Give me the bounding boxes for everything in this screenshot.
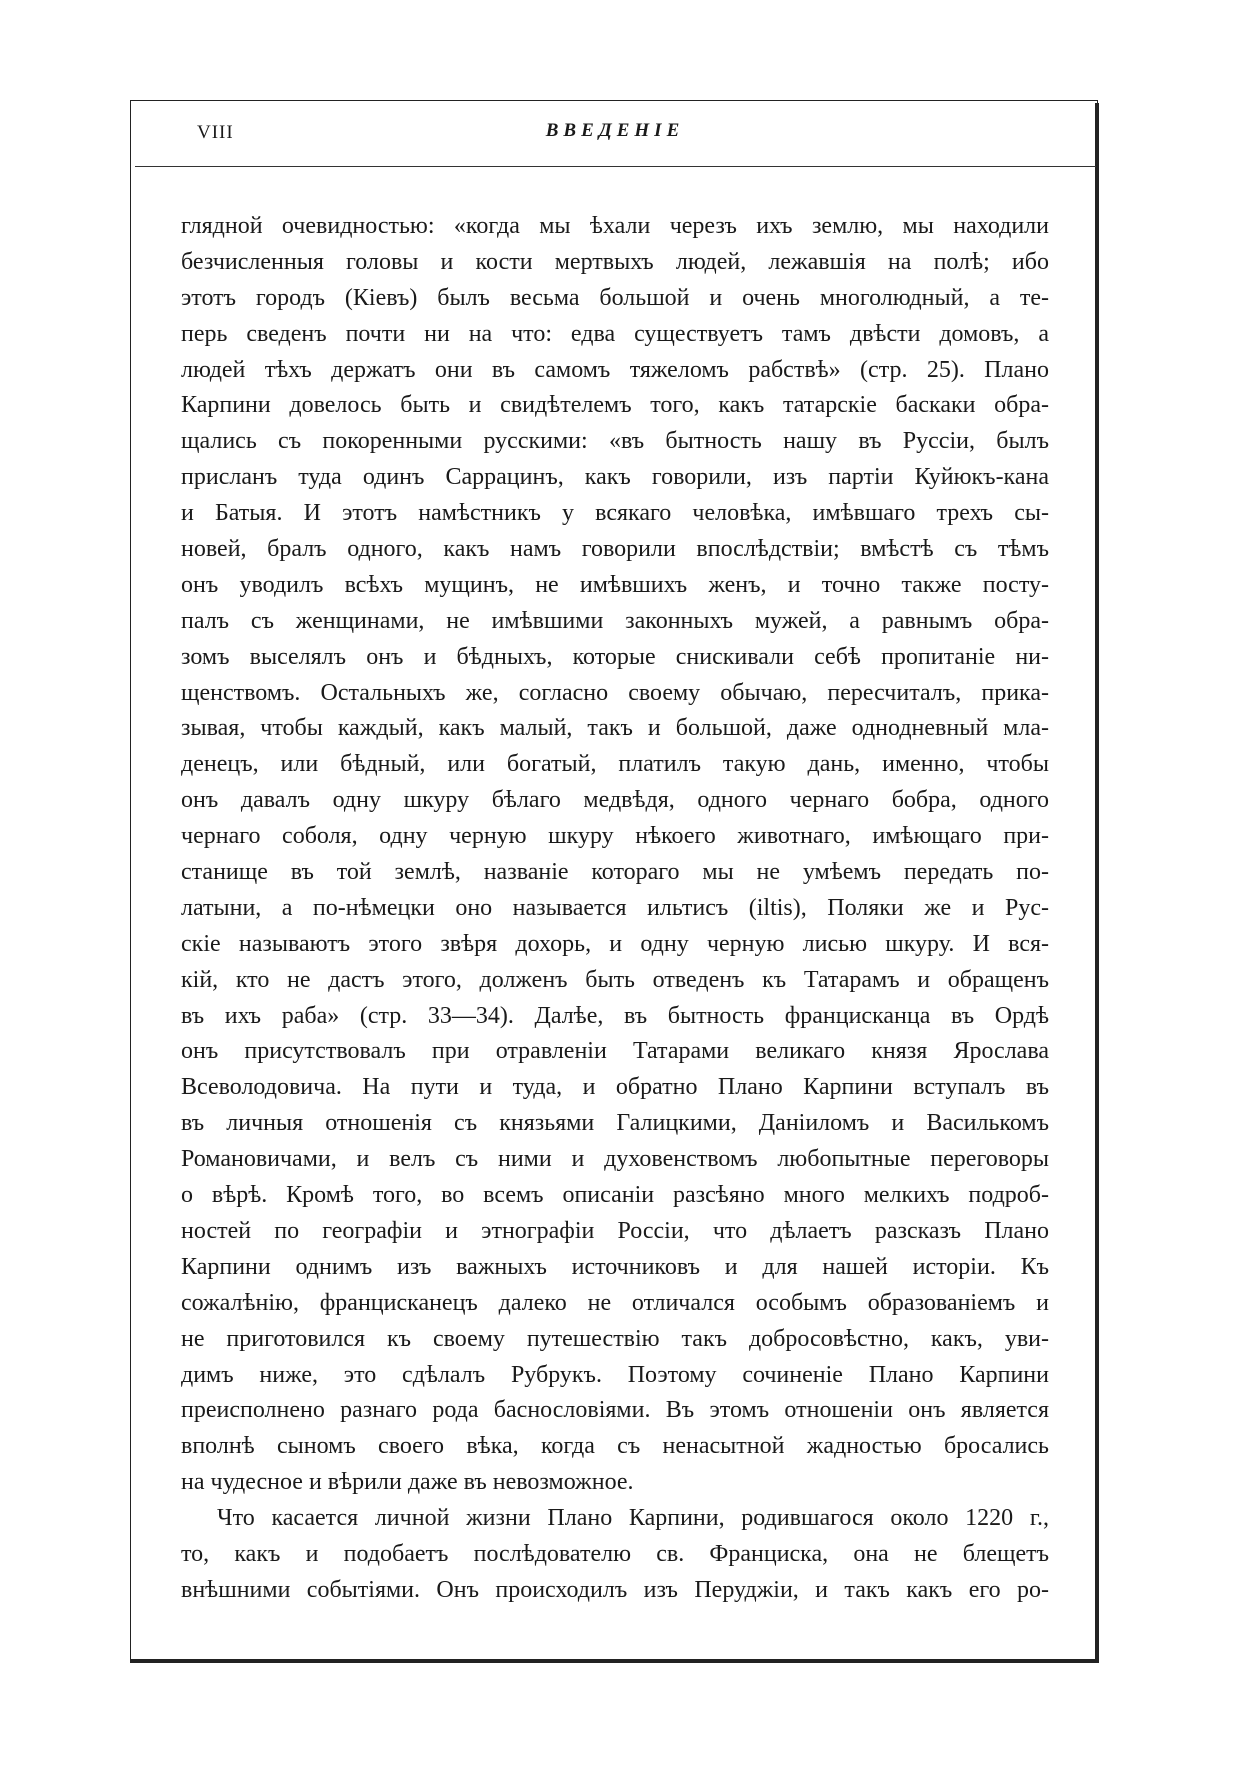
- text-line: глядной очевидностью: «когда мы ѣхали черезъ ихъ землю, мы находили: [181, 213, 1049, 239]
- text-line: то, какъ и подобаетъ послѣдователю св. Франциска, она не блещетъ: [181, 1540, 1049, 1567]
- text-line: димъ ниже, это сдѣлалъ Рубрукъ. Поэтому сочиненіе Плано Карпини: [181, 1361, 1049, 1388]
- text-line: денецъ, или бѣдный, или богатый, платилъ такую дань, именно, чтобы: [181, 751, 1049, 778]
- text-line: внѣшними событіями. Онъ происходилъ изъ Перуджіи, и такъ какъ его ро-: [181, 1576, 1049, 1603]
- text-line: Всеволодовича. На пути и туда, и обратно Плано Карпини вступалъ въ: [181, 1074, 1049, 1101]
- text-line: Романовичами, и велъ съ ними и духовенствомъ любопытные переговоры: [181, 1146, 1049, 1173]
- paragraph-end-line: на чудесное и вѣрили даже въ невозможное.: [181, 1469, 634, 1496]
- header-rule: [135, 166, 1096, 167]
- text-line: зывая, чтобы каждый, какъ малый, такъ и большой, даже однодневный мла-: [181, 715, 1049, 742]
- text-line: кій, кто не дастъ этого, долженъ быть отведенъ къ Татарамъ и обращенъ: [181, 966, 1049, 993]
- page-border-shadow-bottom: [130, 1659, 1099, 1663]
- text-line: палъ съ женщинами, не имѣвшими законныхъ мужей, а равнымъ обра-: [181, 607, 1049, 634]
- text-line: скіе называютъ этого звѣря дохорь, и одну черную лисью шкуру. И вся-: [181, 930, 1049, 957]
- text-line: въ ихъ раба» (стр. 33—34). Далѣе, въ бытность францисканца въ Ордѣ: [181, 1002, 1049, 1029]
- text-line: онъ давалъ одну шкуру бѣлаго медвѣдя, одного чернаго бобра, одного: [181, 787, 1049, 814]
- text-line: зомъ выселялъ онъ и бѣдныхъ, которые снискивали себѣ пропитаніе ни-: [181, 643, 1049, 670]
- paragraph-start-line: Что касается личной жизни Плано Карпини, родившагося около 1220 г.,: [217, 1505, 1049, 1532]
- text-line: перь сведенъ почти ни на что: едва существуетъ тамъ двѣсти домовъ, а: [181, 320, 1049, 347]
- text-line: новей, бралъ одного, какъ намъ говорили впослѣдствіи; вмѣстѣ съ тѣмъ: [181, 536, 1049, 563]
- text-line: вполнѣ сыномъ своего вѣка, когда съ ненасытной жадностью бросались: [181, 1433, 1049, 1460]
- text-line: не приготовился къ своему путешествію такъ добросовѣстно, какъ, уви-: [181, 1325, 1049, 1352]
- page-border-shadow-right: [1095, 103, 1099, 1663]
- text-line: онъ присутствовалъ при отравленіи Татарами великаго князя Ярослава: [181, 1038, 1049, 1065]
- text-line: людей тѣхъ держатъ они въ самомъ тяжеломъ рабствѣ» (стр. 25). Плано: [181, 356, 1049, 383]
- text-line: о вѣрѣ. Кромѣ того, во всемъ описаніи разсѣяно много мелкихъ подроб-: [181, 1182, 1049, 1209]
- text-line: въ личныя отношенія съ князьями Галицкими, Даніиломъ и Василькомъ: [181, 1110, 1049, 1137]
- page-number: VIII: [197, 122, 234, 143]
- text-line: и Батыя. И этотъ намѣстникъ у всякаго человѣка, имѣвшаго трехъ сы-: [181, 500, 1049, 527]
- running-head: [135, 120, 1095, 160]
- text-line: чернаго соболя, одну черную шкуру нѣкоего животнаго, имѣющаго при-: [181, 823, 1049, 850]
- text-line: безчисленныя головы и кости мертвыхъ людей, лежавшія на полѣ; ибо: [181, 248, 1049, 275]
- text-line: станище въ той землѣ, названіе котораго мы не умѣемъ передать по-: [181, 859, 1049, 886]
- text-line: Карпини однимъ изъ важныхъ источниковъ и для нашей исторіи. Къ: [181, 1253, 1049, 1280]
- text-line: щались съ покоренными русскими: «въ бытность нашу въ Руссіи, былъ: [181, 428, 1049, 455]
- body-text: [181, 209, 1049, 1609]
- text-line: сожалѣнію, францисканецъ далеко не отличался особымъ образованіемъ и: [181, 1289, 1049, 1316]
- text-line: латыни, а по-нѣмецки оно называется ильтисъ (iltis), Поляки же и Рус-: [181, 894, 1049, 921]
- text-line: этотъ городъ (Кіевъ) былъ весьма большой и очень многолюдный, а те-: [181, 284, 1049, 311]
- text-line: Карпини довелось быть и свидѣтелемъ того, какъ татарскіе баскаки обра-: [181, 392, 1049, 419]
- section-title: ВВЕДЕНІЕ: [545, 120, 685, 141]
- text-line: щенствомъ. Остальныхъ же, согласно своему обычаю, пересчиталъ, прика-: [181, 679, 1049, 706]
- text-line: онъ уводилъ всѣхъ мущинъ, не имѣвшихъ женъ, и точно также посту-: [181, 571, 1049, 598]
- text-line: присланъ туда одинъ Саррацинъ, какъ говорили, изъ партіи Куйюкъ-кана: [181, 464, 1049, 491]
- text-line: ностей по географіи и этнографіи Россіи, что дѣлаетъ разсказъ Плано: [181, 1217, 1049, 1244]
- text-line: преисполнено разнаго рода баснословіями. Въ этомъ отношеніи онъ является: [181, 1397, 1049, 1424]
